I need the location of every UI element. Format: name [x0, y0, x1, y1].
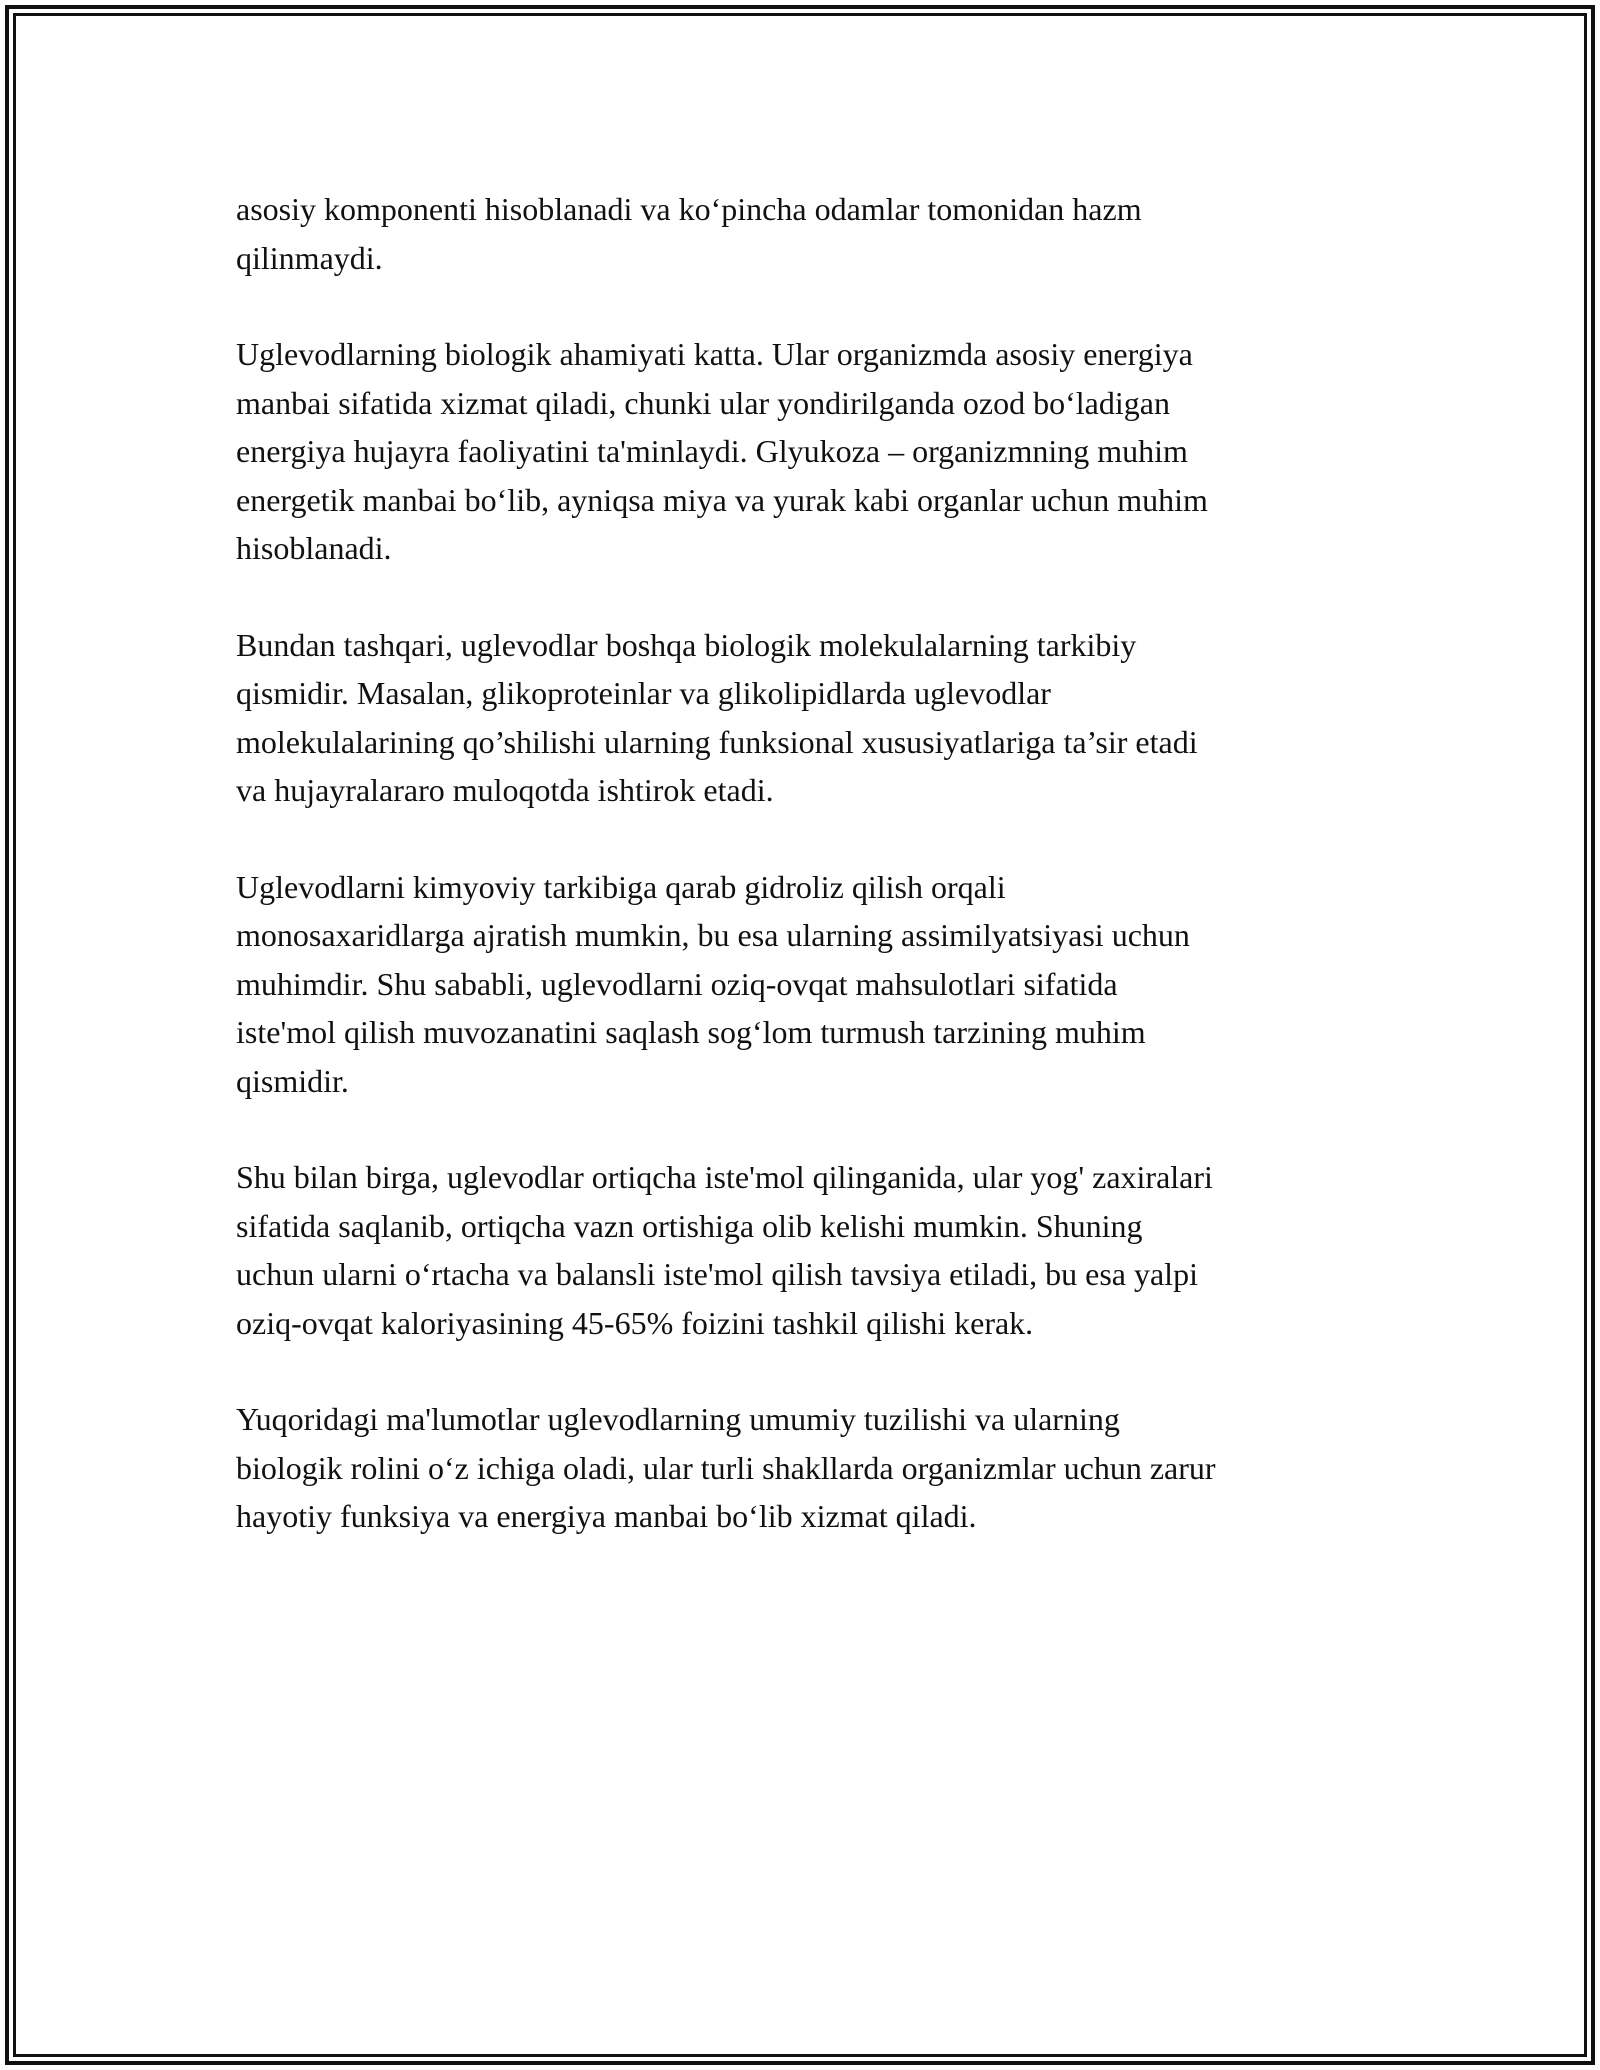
paragraph-summary: Yuqoridagi ma'lumotlar uglevodlarning umumiy tuzilishi va ularning biologik rolini o‘z ichiga oladi, ular turli shakllarda organizmlar uchun zarur hayotiy funksiya va energiya manbai bo‘lib xizmat qiladi. — [236, 1401, 1216, 1534]
paragraph-consumption: Shu bilan birga, uglevodlar ortiqcha iste'mol qilinganida, ular yog' zaxiralari sifatida saqlanib, ortiqcha vazn ortishiga olib kelishi mumkin. Shuning uchun ularni o‘rtacha va balansli iste'mol qilish tavsiya etiladi, bu esa yalpi oziq-ovqat kaloriyasining 45-65% foizini tashkil qilishi kerak. — [236, 1159, 1213, 1341]
paragraph-biological-importance: Uglevodlarning biologik ahamiyati katta. Ular organizmda asosiy energiya manbai sifatida xizmat qiladi, chunki ular yondirilganda ozod bo‘ladigan energiya hujayra faoliyatini ta'minlaydi. Glyukoza – organizmning muhim energetik manbai bo‘lib, ayniqsa miya va yurak kabi organlar uchun muhim hisoblanadi. — [236, 336, 1208, 566]
paragraph-hydrolysis: Uglevodlarni kimyoviy tarkibiga qarab gidroliz qilish orqali monosaxaridlarga ajratish mumkin, bu esa ularning assimilyatsiyasi uchun muhimdir. Shu sababli, uglevodlarni oziq-ovqat mahsulotlari sifatida iste'mol qilish muvozanatini saqlash sog‘lom turmush tarzining muhim qismidir. — [236, 868, 1190, 1099]
paragraph-continuation: asosiy komponenti hisoblanadi va ko‘pincha odamlar tomonidan hazm qilinmaydi. — [236, 191, 1142, 276]
paragraph-molecular-components: Bundan tashqari, uglevodlar boshqa biologik molekulalarning tarkibiy qismidir. Masalan, glikoproteinlar va glikolipidlarda uglevodlar molekulalarining qo’shilishi ularning funksional xususiyatlariga ta’sir etadi va hujayralararo muloqotda ishtirok etadi. — [236, 626, 1198, 808]
document-body — [236, 185, 1368, 1589]
